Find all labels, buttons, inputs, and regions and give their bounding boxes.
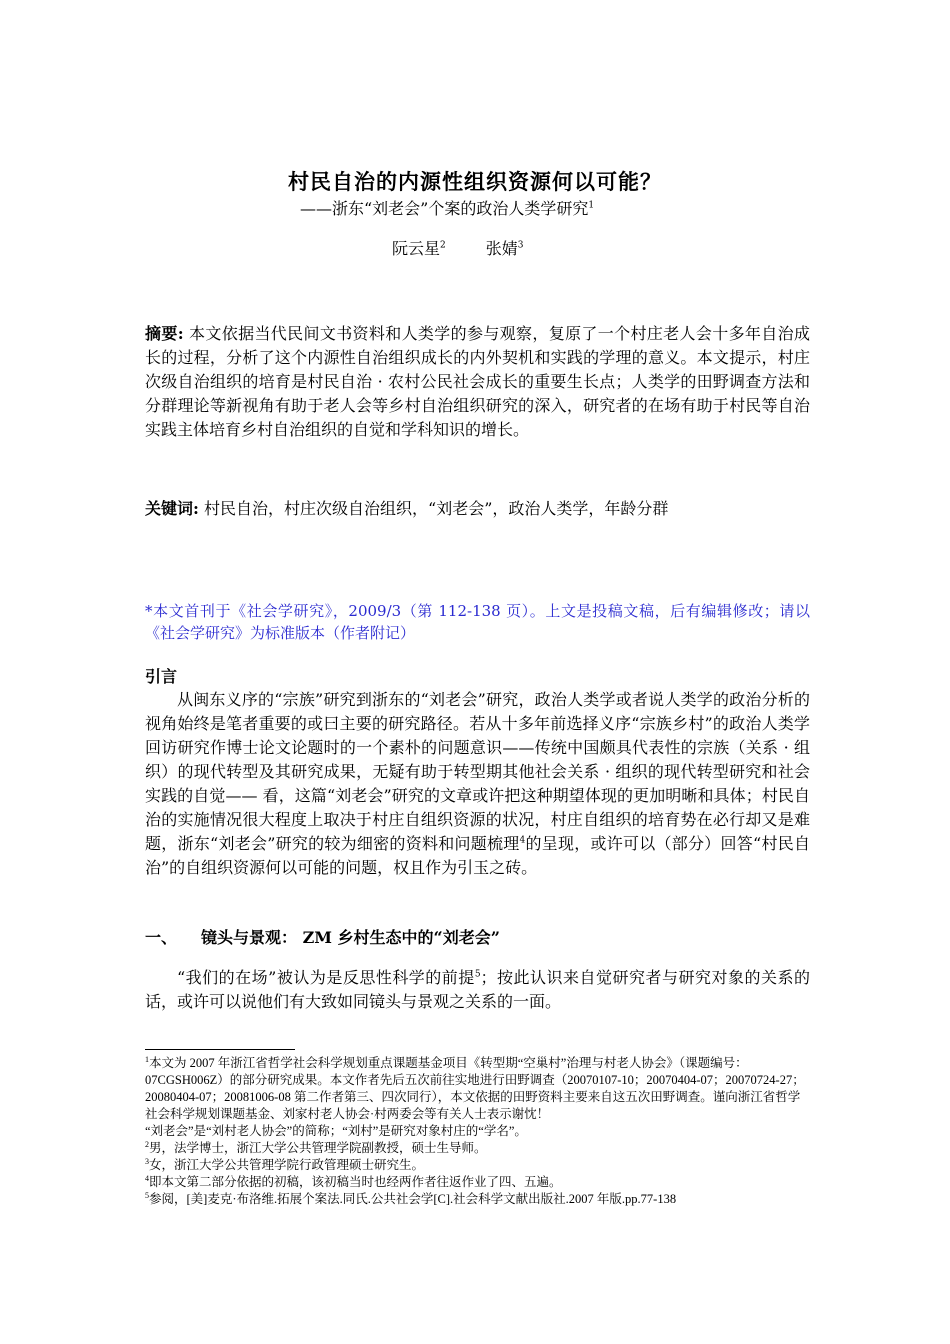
- footnote-text: 本文为 2007 年浙江省哲学社会科学规划重点课题基金项目《转型期“空巢村”治理与村老人协会》（课题编号：07CGSH006Z）的部分研究成果。本文作者先后五次前往实地进行田野调查（20070107-10；20070404-07；20070724-27；20080404-07；20081006-08 第二作者第三、四次同行），本文依据的田野资料主要来自这五次田野调查。谨向浙江省哲学社会科学规划课题基金、刘家村老人协会·村两委会等有关人士表示谢忱！: [145, 1056, 805, 1121]
- publication-note: *本文首刊于《社会学研究》，2009/3（第 112-138 页）。上文是投稿文稿，后有编辑修改；请以《社会学研究》为标准版本（作者附记）: [145, 602, 810, 642]
- footnote: [145, 1055, 810, 1123]
- footnote-divider: [145, 1049, 295, 1050]
- section-text: ；按此认识来自觉研究者与研究对象的关系的话，或许可以说他们有大致如同镜头与景观之关系的一面。: [145, 968, 810, 1011]
- footnote: [145, 1123, 810, 1140]
- abstract-label: 摘要:: [145, 324, 184, 343]
- footnote-ref[interactable]: 5: [474, 969, 481, 980]
- author-name: 张婧: [485, 239, 518, 258]
- paper-subtitle: [300, 196, 594, 219]
- footnote-text: 即本文第二部分依据的初稿，该初稿当时也经两作者往返作业了四、五遍。: [149, 1175, 562, 1189]
- intro-text: 的呈现，或许可以（部分）回答“村民自治”的自组织资源何以可能的问题，权且作为引玉之砖。: [145, 834, 810, 877]
- footnote-text: 参阅，[美]麦克·布洛维.拓展个案法.同氏.公共社会学[C].社会科学文献出版社.2007 年版.pp.77-138: [149, 1192, 677, 1206]
- footnote-mark: 1: [145, 1054, 149, 1064]
- footnote: [145, 1191, 810, 1208]
- abstract-text: 本文依据当代民间文书资料和人类学的参与观察，复原了一个村庄老人会十多年自治成长的过程，分析了这个内源性自治组织成长的内外契机和实践的学理的意义。本文提示，村庄次级自治组织的培育是村民自治 · 农村公民社会成长的重要生长点；人类学的田野调查方法和分群理论等新视角有助于老人会等乡村自治组织研究的深入，研究者的在场有助于村民等自治实践主体培育乡村自治组织的自觉和学科知识的增长。: [145, 324, 810, 439]
- section-number: 一、: [145, 928, 178, 947]
- section-title: 镜头与景观： ZM 乡村生态中的“刘老会”: [201, 928, 500, 947]
- footnote-text: “刘老会”是“刘村老人协会”的简称；“刘村”是研究对象村庄的“学名”。: [145, 1124, 527, 1138]
- author-line: [392, 236, 524, 259]
- keywords-label: 关键词:: [145, 499, 199, 518]
- footnotes: [145, 1055, 810, 1208]
- footnote-mark: 3: [145, 1156, 149, 1166]
- footnote-text: 男，法学博士，浙江大学公共管理学院副教授，硕士生导师。: [149, 1141, 487, 1155]
- keywords-text: 村民自治，村庄次级自治组织，“刘老会”，政治人类学，年龄分群: [204, 499, 669, 518]
- paper-title: 村民自治的内源性组织资源何以可能？: [288, 169, 662, 194]
- intro-heading: 引言: [145, 667, 178, 686]
- section-text: “我们的在场”被认为是反思性科学的前提: [177, 968, 475, 987]
- footnote: [145, 1174, 810, 1191]
- footnote-ref[interactable]: 1: [588, 200, 595, 211]
- footnote-mark: 2: [145, 1139, 149, 1149]
- footnote: [145, 1140, 810, 1157]
- abstract: [145, 322, 810, 442]
- footnote-text: 女，浙江大学公共管理学院行政管理硕士研究生。: [149, 1158, 425, 1172]
- footnote: [145, 1157, 810, 1174]
- footnote-mark: 5: [145, 1190, 149, 1200]
- author-name: 阮云星: [392, 239, 441, 258]
- footnote-mark: 4: [145, 1173, 149, 1183]
- subtitle-text: ——浙东“刘老会”个案的政治人类学研究: [300, 199, 589, 218]
- keywords: [145, 497, 810, 521]
- footnote-ref[interactable]: 4: [519, 835, 526, 846]
- intro-text: 从闽东义序的“宗族”研究到浙东的“刘老会”研究，政治人类学或者说人类学的政治分析的视角始终是笔者重要的或曰主要的研究路径。若从十多年前选择义序“宗族乡村”的政治人类学回访研究作博士论文论题时的一个素朴的问题意识——传统中国颇具代表性的宗族（关系 · 组织）的现代转型及其研究成果，无疑有助于转型期其他社会关系 · 组织的现代转型研究和社会实践的自觉—— 看，这篇“刘老会”研究的文章或许把这种期望体现的更加明晰和具体；村民自治的实施情况很大程度上取决于村庄自组织资源的状况，村庄自组织的培育势在必行却又是难题，浙东“刘老会”研究的较为细密的资料和问题梳理: [145, 690, 810, 853]
- footnote-ref[interactable]: 2: [440, 240, 446, 251]
- footnote-ref[interactable]: 3: [517, 240, 524, 251]
- section-paragraph: [145, 966, 810, 1014]
- section-heading: [145, 925, 500, 948]
- intro-paragraph: [145, 688, 810, 880]
